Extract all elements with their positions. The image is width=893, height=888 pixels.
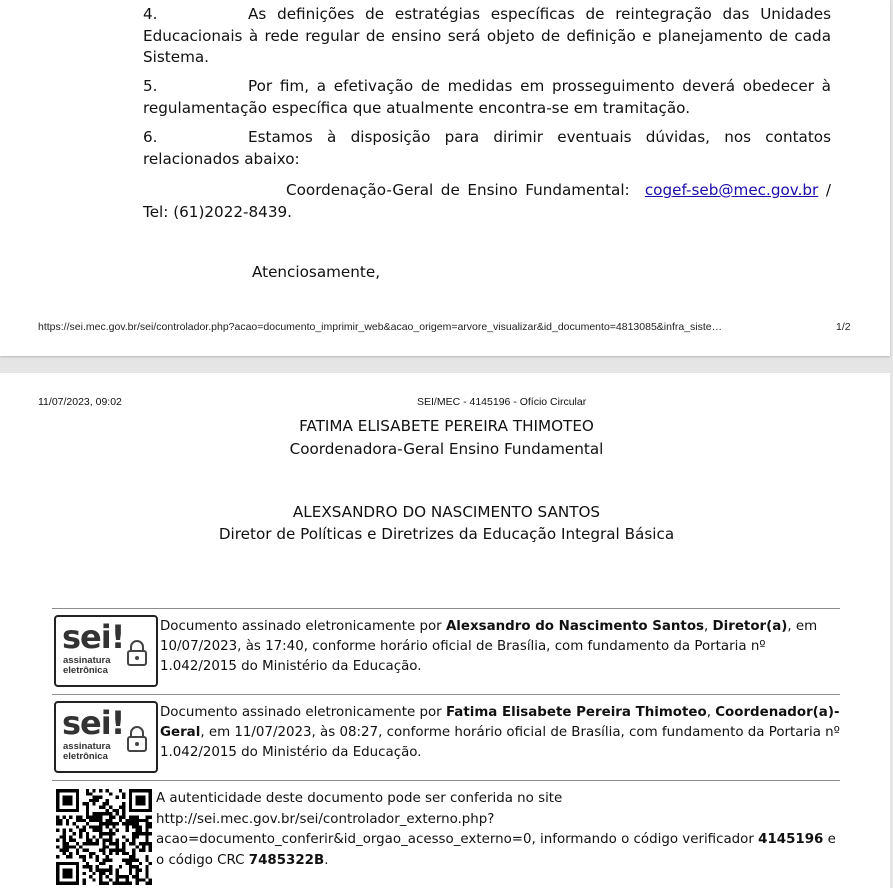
signer2-role: Diretor de Políticas e Diretrizes da Educação Integral Básica [218, 525, 675, 543]
signer1-name: FATIMA ELISABETE PEREIRA THIMOTEO [299, 417, 594, 435]
paragraph-text: As definições de estratégias específicas de reintegração das Unidades Educacionais à rede regular de ensino será objeto de definição e planejamento de cada Sistema. [143, 5, 831, 66]
paragraph-5 [143, 76, 831, 119]
paragraph-number: 5. [143, 77, 158, 95]
document-page-2 [0, 373, 890, 888]
contact-paragraph [143, 180, 831, 223]
paragraph-4 [143, 4, 831, 69]
signature-block [52, 695, 840, 781]
seal-word: sei! [62, 704, 125, 742]
contact-prefix: Coordenação-Geral de Ensino Fundamental: [286, 181, 630, 199]
email-link[interactable]: cogef-seb@mec.gov.br [644, 181, 819, 199]
sei-seal-icon [54, 701, 158, 773]
closing: Atenciosamente, [252, 263, 381, 281]
document-page-1 [0, 0, 890, 356]
authenticity-block [52, 781, 840, 888]
footer-url: https://sei.mec.gov.br/sei/controlador.php?acao=documento_imprimir_web&acao_origem=arvore_visualizar&id_documento=4813085&infra_siste… [38, 321, 723, 333]
paragraph-6 [143, 127, 831, 170]
seal-caption: assinatura eletrônica [63, 741, 111, 762]
paragraph-text: Estamos à disposição para dirimir eventuais dúvidas, nos contatos relacionados abaixo: [143, 128, 831, 168]
signer1-role: Coordenadora-Geral Ensino Fundamental [289, 440, 604, 458]
crc-code: 7485322B [248, 852, 325, 868]
signature-text: Documento assinado eletronicamente por Fatima Elisabete Pereira Thimoteo, Coordenador(a)-Geral, em 11/07/2023, às 08:27, conforme horário oficial de Brasília, com fundamento da Portaria nº 1.042/2015 do Ministério da Educação. [160, 705, 840, 760]
authenticity-text: A autenticidade deste documento pode ser conferida no site http://sei.mec.gov.br/sei/controlador_externo.php? acao=documento_conferir&id_orgao_acesso_externo=0, informando o código verificador 4145196 e o código CRC 7485322B. [156, 789, 840, 871]
contact-suffix: / Tel: (61)2022-8439. [143, 181, 832, 221]
signature-text: Documento assinado eletronicamente por Alexsandro do Nascimento Santos, Diretor(a), em 10/07/2023, às 17:40, conforme horário oficial de Brasília, com fundamento da Portaria nº 1.042/2015 do Ministério da Educação. [160, 619, 818, 674]
lock-icon [126, 725, 148, 753]
lock-icon [126, 639, 148, 667]
seal-caption: assinatura eletrônica [63, 655, 111, 676]
signer2-name: ALEXSANDRO DO NASCIMENTO SANTOS [292, 503, 601, 521]
paragraph-text: Por fim, a efetivação de medidas em prosseguimento deverá obedecer à regulamentação específica que atualmente encontra-se em tramitação. [143, 77, 831, 117]
signature-block [52, 609, 840, 695]
qr-code-icon [56, 789, 152, 885]
signer-role: Coordenador(a)-Geral [160, 705, 840, 740]
seal-word: sei! [62, 618, 125, 656]
verify-url: http://sei.mec.gov.br/sei/controlador_externo.php? [156, 811, 495, 827]
verification-code: 4145196 [758, 832, 824, 847]
paragraph-number: 4. [143, 5, 158, 23]
paragraph-number: 6. [143, 128, 158, 146]
signer-name: Fatima Elisabete Pereira Thimoteo [445, 705, 707, 720]
footer-page-number: 1/2 [836, 321, 851, 333]
signer-role: Diretor(a) [712, 619, 788, 634]
header-date: 11/07/2023, 09:02 [38, 396, 122, 408]
header-title: SEI/MEC - 4145196 - Ofício Circular [417, 396, 587, 408]
signer-name: Alexsandro do Nascimento Santos [445, 619, 705, 634]
sei-seal-icon [54, 615, 158, 687]
